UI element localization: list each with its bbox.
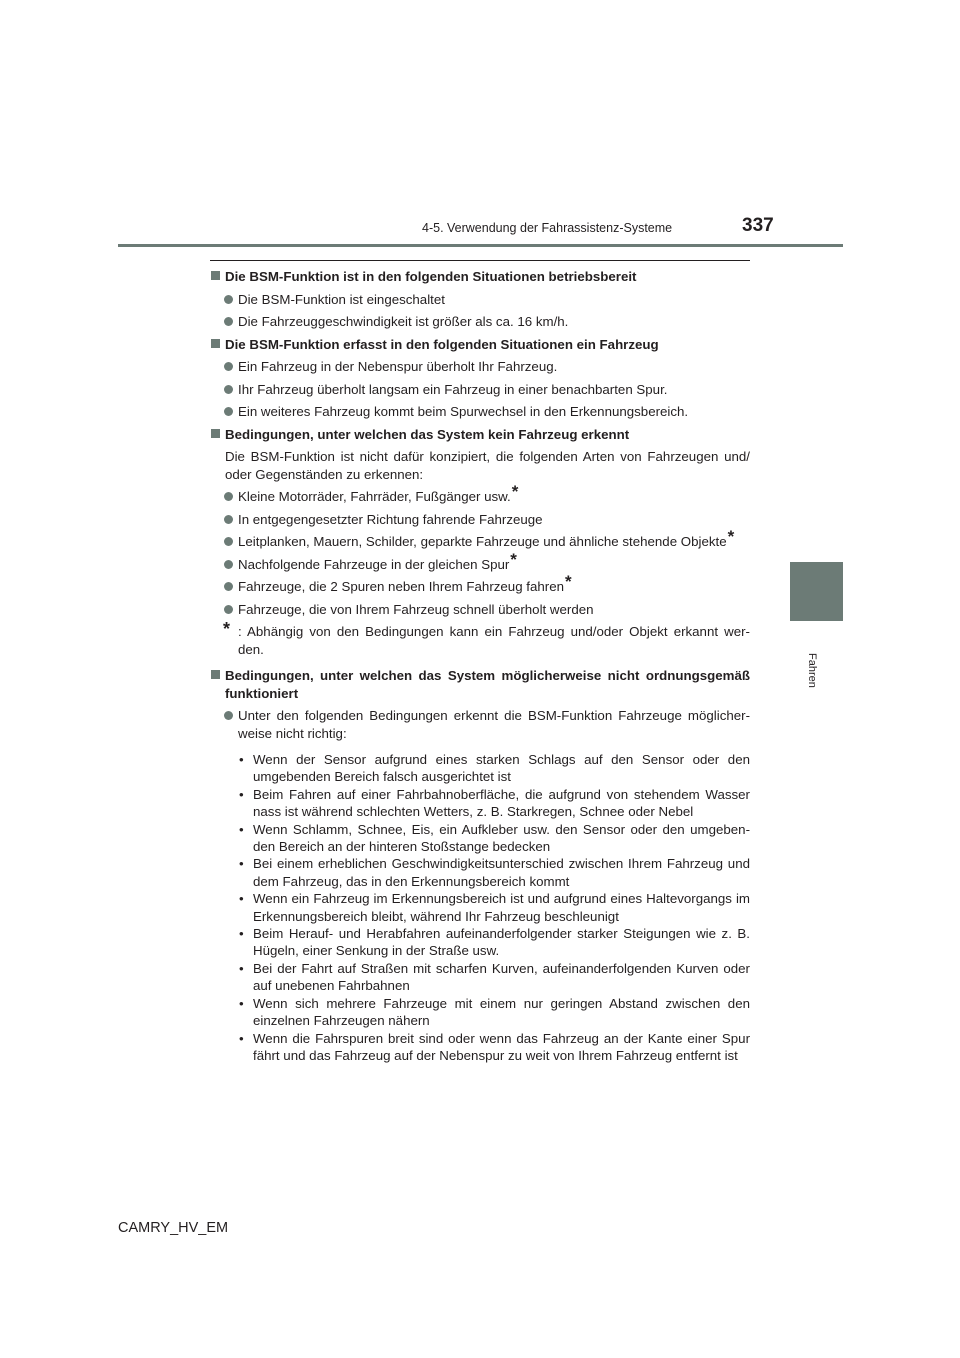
square-bullet-icon (211, 670, 220, 679)
bullet-icon: • (239, 856, 244, 872)
header-rule (118, 244, 843, 247)
page-number: 337 (742, 215, 774, 236)
bullet-icon: • (239, 752, 244, 767)
circle-bullet-icon (224, 605, 233, 614)
circle-bullet-icon (224, 492, 233, 501)
sublist-item: • Bei der Fahrt auf Straßen mit scharfen Kurven, aufeinanderfolgenden Kurven oder auf unebenen Fahrbahnen (239, 960, 750, 994)
sublist-item: • Beim Herauf- und Herabfahren aufeinanderfolgender starker Steigungen wie z. B. Hügeln, einer Senkung in der Straße usw. (239, 926, 750, 959)
circle-bullet-icon (224, 515, 233, 524)
circle-bullet-icon (224, 407, 233, 416)
circle-bullet-icon (224, 560, 233, 569)
heading-non-detection: Bedingungen, unter welchen das System kein Fahrzeug erkennt (210, 426, 750, 444)
circle-bullet-icon (224, 385, 233, 394)
bullet-icon: • (239, 891, 244, 907)
bullet-icon: • (239, 1030, 244, 1046)
bullet-icon: • (239, 786, 244, 802)
list-item: Fahrzeuge, die von Ihrem Fahrzeug schnell überholt werden (210, 601, 750, 619)
heading-detection-situations: Die BSM-Funktion erfasst in den folgenden Situationen ein Fahrzeug (210, 336, 750, 354)
intro-paragraph: Die BSM-Funktion ist nicht dafür konzipiert, die folgenden Arten von Fahrzeugen und/ oder Gegenständen zu erkennen: (225, 449, 750, 482)
footnote-star: * (727, 527, 735, 546)
list-item: Unter den folgenden Bedingungen erkennt die BSM-Funktion Fahrzeuge möglicher- weise nicht richtig: (210, 707, 750, 742)
square-bullet-icon (211, 429, 220, 438)
circle-bullet-icon (224, 537, 233, 546)
list-item: Fahrzeuge, die 2 Spuren neben Ihrem Fahrzeug fahren* (210, 578, 750, 596)
circle-bullet-icon (224, 295, 233, 304)
square-bullet-icon (211, 339, 220, 348)
circle-bullet-icon (224, 317, 233, 326)
list-item: Ein weiteres Fahrzeug kommt beim Spurwechsel in den Erkennungsbereich. (210, 403, 750, 421)
bullet-icon: • (239, 926, 244, 942)
footnote: * : Abhängig von den Bedingungen kann ein Fahrzeug und/oder Objekt erkannt wer- den. (223, 619, 750, 657)
circle-bullet-icon (224, 582, 233, 591)
document-code: CAMRY_HV_EM (118, 1220, 229, 1236)
sublist-item: • Wenn sich mehrere Fahrzeuge mit einem nur geringen Abstand zwischen den einzelnen Fahrzeugen nähern (239, 995, 750, 1029)
bullet-icon: • (239, 960, 244, 976)
footnote-star: * (510, 549, 517, 569)
bullet-icon: • (239, 821, 244, 837)
square-bullet-icon (211, 271, 220, 280)
list-item: In entgegengesetzter Richtung fahrende Fahrzeuge (210, 511, 750, 529)
sublist-item: • Wenn die Fahrspuren breit sind oder wenn das Fahrzeug an der Kante einer Spur fährt und das Fahrzeug auf der Nebenspur zu weit von Ihrem Fahrzeug entfernt ist (239, 1030, 750, 1063)
sublist-item: • Wenn Schlamm, Schnee, Eis, ein Aufkleber usw. den Sensor oder den umgeben- den Bereich an der hinteren Stoßstange bedecken (239, 821, 750, 855)
circle-bullet-icon (224, 362, 233, 371)
bullet-icon: • (239, 995, 244, 1011)
condition-sublist (210, 751, 750, 1064)
footnote-star: * (511, 482, 519, 501)
sublist-item: • Bei einem erheblichen Geschwindigkeitsunterschied zwischen Ihrem Fahrzeug und dem Fahrzeug, das in den Erkennungsbereich kommt (239, 856, 750, 889)
chapter-label: Fahren (806, 653, 818, 688)
sublist-item: • Beim Fahren auf einer Fahrbahnoberfläche, die aufgrund von stehendem Wasser nass ist während schlechten Wetters, z. B. Starkregen, Schnee oder Nebel (239, 786, 750, 820)
chapter-number: 4 (813, 1138, 820, 1150)
heading-malfunction-conditions: Bedingungen, unter welchen das System möglicherweise nicht ordnungsgemäß funktioniert (210, 667, 750, 702)
list-item: Leitplanken, Mauern, Schilder, geparkte Fahrzeuge und ähnliche stehende Objekte* (210, 533, 750, 551)
footnote-star: * (564, 572, 572, 591)
sublist-item: • Wenn ein Fahrzeug im Erkennungsbereich ist und aufgrund eines Haltevorgangs im Erkennungsbereich bleibt, während Ihr Fahrzeug beschleunigt (239, 891, 750, 924)
list-item: Die BSM-Funktion ist eingeschaltet (210, 291, 750, 309)
list-item: Ein Fahrzeug in der Nebenspur überholt Ihr Fahrzeug. (210, 358, 750, 376)
content-top-rule (210, 260, 750, 261)
footnote-star: * (223, 619, 231, 639)
section-title: 4-5. Verwendung der Fahrassistenz-Systeme (422, 221, 673, 235)
list-item: Nachfolgende Fahrzeuge in der gleichen Spur* (210, 556, 750, 574)
list-item: Kleine Motorräder, Fahrräder, Fußgänger usw.* (210, 488, 750, 506)
list-item: Ihr Fahrzeug überholt langsam ein Fahrzeug in einer benachbarten Spur. (210, 381, 750, 399)
sublist-item: • Wenn der Sensor aufgrund eines starken Schlags auf den Sensor oder den umgebenden Bereich falsch ausgerichtet ist (239, 752, 750, 785)
heading-operating-conditions: Die BSM-Funktion ist in den folgenden Situationen betriebsbereit (210, 268, 750, 286)
list-item: Die Fahrzeuggeschwindigkeit ist größer als ca. 16 km/h. (210, 313, 750, 331)
circle-bullet-icon (224, 711, 233, 720)
main-content (210, 268, 750, 1064)
